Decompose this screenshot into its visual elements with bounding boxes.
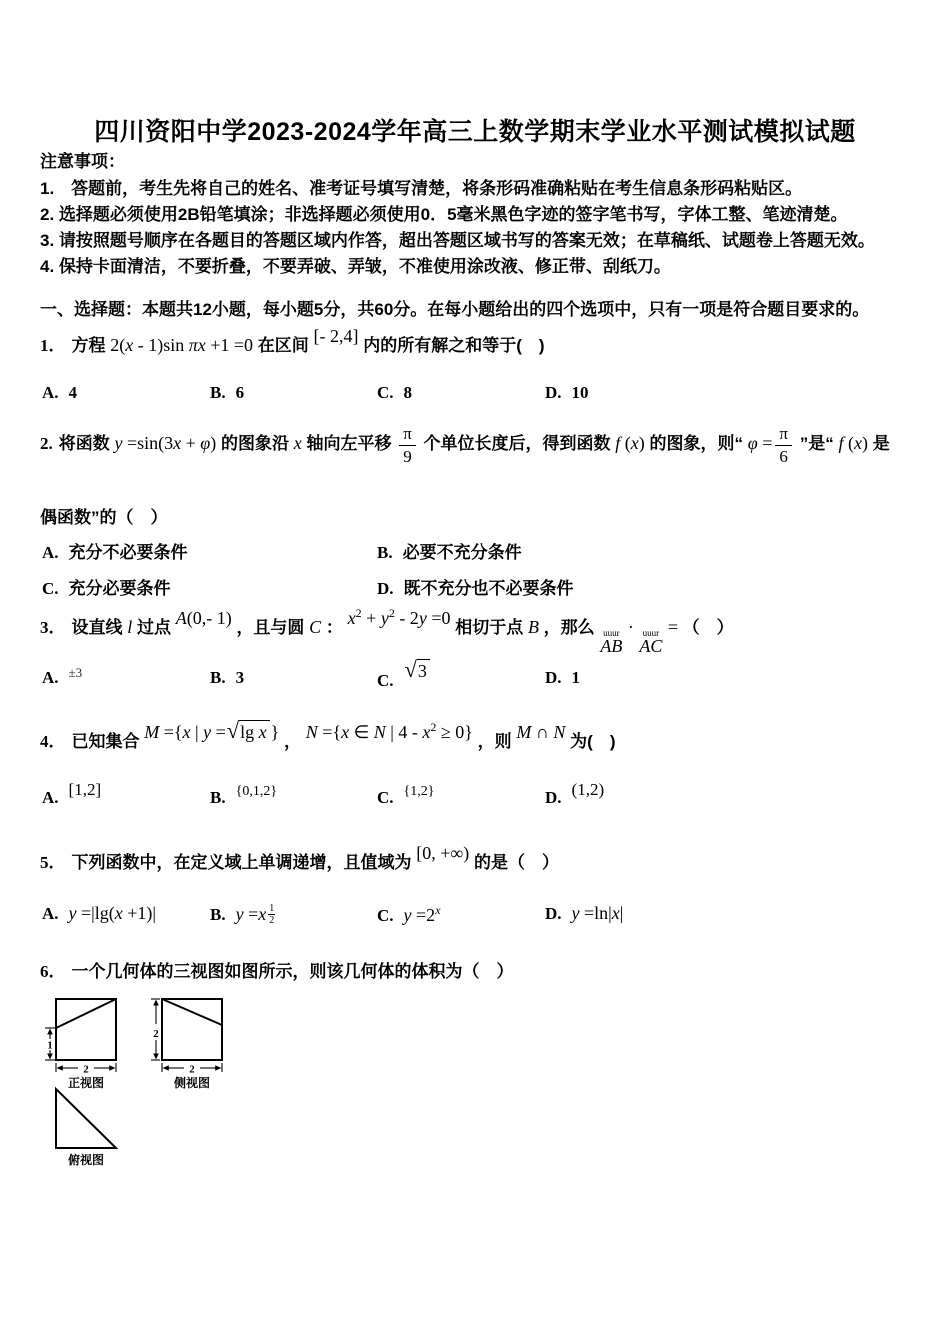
top-view-triangle xyxy=(56,1089,116,1148)
question-4-set-m: M ={x | y = √ lg x } xyxy=(144,718,280,743)
option-a xyxy=(42,538,377,563)
question-3-text: ： xyxy=(325,618,343,637)
question-4-answer-blank: 为( ) xyxy=(570,732,616,751)
option-a-label: A. xyxy=(42,543,59,562)
front-view xyxy=(45,999,116,1090)
question-3 xyxy=(40,606,920,656)
notes-header: 注意事项： xyxy=(40,152,125,171)
question-2-options-row-1 xyxy=(42,538,522,563)
option-a-value: 4 xyxy=(68,383,78,402)
side-height-label: 2 xyxy=(153,1028,159,1040)
option-c-label: C. xyxy=(377,671,394,690)
question-2-number: 2. xyxy=(40,434,53,454)
option-c xyxy=(377,657,545,691)
option-a xyxy=(42,780,210,808)
option-b-label: B. xyxy=(210,383,226,402)
question-5-answer-blank: 的是（ ） xyxy=(473,853,559,872)
front-height-label: 1 xyxy=(47,1039,53,1052)
question-2-fx: f (x) xyxy=(615,433,645,454)
question-3-text: ，且与圆 xyxy=(236,618,305,637)
question-1-number: 1． xyxy=(40,336,66,355)
question-2-text: 是 xyxy=(872,434,890,454)
question-4-intersection: M ∩ N xyxy=(516,722,566,742)
option-b xyxy=(377,538,522,563)
question-2-variable: x xyxy=(293,433,302,454)
question-3-text: 过点 xyxy=(136,618,171,637)
top-view-label: 俯视图 xyxy=(67,1153,105,1167)
question-1-text: 在区间 xyxy=(257,336,309,355)
question-2-text: 的图象，则“ xyxy=(649,434,744,454)
question-2-line-1 xyxy=(40,424,920,466)
question-5 xyxy=(40,843,920,873)
option-d-label: D. xyxy=(545,788,562,807)
question-3-point-b: B xyxy=(527,617,539,637)
side-view xyxy=(151,999,222,1090)
option-d-value: 1 xyxy=(571,668,581,687)
option-b-label: B. xyxy=(210,905,226,924)
option-d xyxy=(377,574,574,599)
question-4-text: ， xyxy=(284,732,302,751)
side-view-diagonal xyxy=(162,999,222,1025)
option-a-value: 充分不必要条件 xyxy=(68,543,188,562)
question-4-number: 4． xyxy=(40,732,66,751)
question-3-circle-c: C xyxy=(309,617,322,637)
question-2-function: y =sin(3x + φ) xyxy=(114,433,217,454)
option-b-value: {0,1,2} xyxy=(235,784,278,799)
option-b-value: y =x $\frac{1}{2}$ xyxy=(235,903,275,926)
option-c-value: √ 3 xyxy=(404,659,431,682)
section-1-header: 一、选择题：本题共12小题，每小题5分，共60分。在每小题给出的四个选项中，只有一项是符合题目要求的。 xyxy=(40,300,870,319)
three-view-diagram xyxy=(42,996,282,1186)
question-1-equation: 2(x - 1)sin πx +1 =0 xyxy=(110,335,254,355)
page-title: 四川资阳中学2023-2024学年高三上数学期末学业水平测试模拟试题 xyxy=(94,118,856,146)
option-c-label: C. xyxy=(42,579,59,598)
option-c-label: C. xyxy=(377,383,394,402)
option-a-value: [1,2] xyxy=(68,780,102,799)
question-4-text: ，则 xyxy=(477,732,512,751)
option-a xyxy=(42,903,210,926)
note-item-2: 2. 选择题必须使用2B铅笔填涂；非选择题必须使用0．5毫米黑色字迹的签字笔书写，字体工整、笔迹清楚。 xyxy=(40,205,848,224)
question-5-number: 5． xyxy=(40,853,66,872)
question-1-options xyxy=(42,383,589,403)
note-item-3: 3. 请按照题号顺序在各题目的答题区域内作答，超出答题区域书写的答案无效；在草稿纸、试题卷上答题无效。 xyxy=(40,231,875,250)
question-3-point-a: A(0,- 1) xyxy=(175,608,232,628)
question-3-text: ，那么 xyxy=(543,618,595,637)
top-view xyxy=(56,1089,116,1167)
front-view-diagonal xyxy=(56,999,116,1028)
question-5-range-interval: [0, +∞) xyxy=(416,843,470,863)
question-2-text: 的图象沿 xyxy=(221,434,289,454)
option-a-label: A. xyxy=(42,904,59,923)
question-1-interval: [- 2,4] xyxy=(313,326,359,346)
option-c-value: 充分必要条件 xyxy=(68,579,171,598)
question-3-number: 3． xyxy=(40,618,66,637)
question-3-circle-equation: $x^2 + y^2 - 2y =0$ xyxy=(347,606,451,628)
question-1 xyxy=(40,326,920,356)
option-a-label: A. xyxy=(42,668,59,687)
question-1-text: 内的所有解之和等于( ) xyxy=(363,336,545,355)
option-b xyxy=(210,383,377,403)
question-4-options xyxy=(42,780,605,808)
question-6-number: 6． xyxy=(40,962,66,981)
option-b xyxy=(210,903,377,926)
option-c xyxy=(377,903,545,926)
front-view-label: 正视图 xyxy=(67,1076,105,1090)
option-a-value: ±3 xyxy=(68,665,83,680)
question-4-set-n: N ={x ∈ N | $4 - x^2 \ge 0$} xyxy=(305,720,473,742)
question-3-answer-blank: （ ） xyxy=(682,618,734,637)
option-b-value: 必要不充分条件 xyxy=(402,543,522,562)
question-3-line-l: l xyxy=(127,617,133,637)
option-a xyxy=(42,665,210,691)
option-a xyxy=(42,383,210,403)
question-1-text: 方程 xyxy=(71,336,106,355)
note-item-1: 1. 答题前，考生先将自己的姓名、准考证号填写清楚，将条形码准确粘贴在考生信息条形码粘贴区。 xyxy=(40,179,803,198)
note-item-4: 4. 保持卡面清洁，不要折叠，不要弄破、弄皱，不准使用涂改液、修正带、刮纸刀。 xyxy=(40,257,671,276)
option-b-value: 6 xyxy=(235,383,245,402)
question-2-options-row-2 xyxy=(42,574,574,599)
question-3-text: 相切于点 xyxy=(455,618,524,637)
option-c-value: 8 xyxy=(403,383,413,402)
option-d xyxy=(545,903,623,926)
question-2-text: 将函数 xyxy=(58,434,110,454)
question-6 xyxy=(40,957,920,982)
question-2-text: ”是“ xyxy=(799,434,834,454)
question-2-shift-fraction: $\frac{\pi}{9}$ xyxy=(396,433,419,453)
option-d xyxy=(545,668,580,691)
question-2-fx: f (x) xyxy=(838,433,868,454)
side-width-dimension xyxy=(162,1063,222,1076)
option-a-value: y =|lg(x +1)| xyxy=(68,903,157,923)
option-d-label: D. xyxy=(545,383,562,402)
side-width-label: 2 xyxy=(189,1063,195,1076)
option-d-value: 既不充分也不必要条件 xyxy=(403,579,574,598)
side-view-label: 侧视图 xyxy=(173,1076,211,1090)
question-2-line-2 xyxy=(40,503,920,528)
question-2-text: 轴向左平移 xyxy=(306,434,392,454)
option-a-label: A. xyxy=(42,788,59,807)
option-b-value: 3 xyxy=(235,668,245,687)
question-3-options xyxy=(42,657,581,691)
option-c-label: C. xyxy=(377,788,394,807)
option-d-value: (1,2) xyxy=(571,780,605,799)
option-d-value: 10 xyxy=(571,383,589,402)
option-b-label: B. xyxy=(210,788,226,807)
option-d-label: D. xyxy=(545,904,562,923)
option-d xyxy=(545,780,605,808)
question-3-text: 设直线 xyxy=(71,618,123,637)
front-height-dimension xyxy=(45,1028,55,1060)
question-4-text: 已知集合 xyxy=(71,732,140,751)
option-b xyxy=(210,668,377,691)
option-c-value: {1,2} xyxy=(403,784,435,799)
side-height-dimension xyxy=(151,999,160,1060)
question-3-vector-product: uuur AB · uuur AC = xyxy=(600,617,683,656)
option-c-value: $y =2^x$ xyxy=(403,903,441,925)
question-2-text: 偶函数”的（ ） xyxy=(40,508,168,527)
side-view-square xyxy=(162,999,222,1060)
option-a-label: A. xyxy=(42,383,59,402)
front-width-label: 2 xyxy=(83,1063,89,1076)
option-c xyxy=(377,784,545,808)
front-view-square xyxy=(56,999,116,1060)
question-4 xyxy=(40,718,920,752)
option-d-value: y =ln|x| xyxy=(571,903,624,923)
option-b-label: B. xyxy=(210,668,226,687)
front-width-dimension xyxy=(56,1063,116,1076)
option-c-label: C. xyxy=(377,906,394,925)
question-2-text: 个单位长度后，得到函数 xyxy=(423,434,611,454)
option-c xyxy=(42,574,377,599)
option-b xyxy=(210,784,377,808)
option-d xyxy=(545,383,589,403)
question-5-text: 下列函数中，在定义域上单调递增，且值域为 xyxy=(71,853,412,872)
option-d-label: D. xyxy=(545,668,562,687)
option-c xyxy=(377,383,545,403)
option-d-label: D. xyxy=(377,579,394,598)
option-b-label: B. xyxy=(377,543,393,562)
question-2-phi-condition: φ = $\frac{\pi}{6}$ xyxy=(748,433,795,453)
question-6-text: 一个几何体的三视图如图所示，则该几何体的体积为（ ） xyxy=(71,962,514,981)
question-5-options xyxy=(42,903,623,926)
